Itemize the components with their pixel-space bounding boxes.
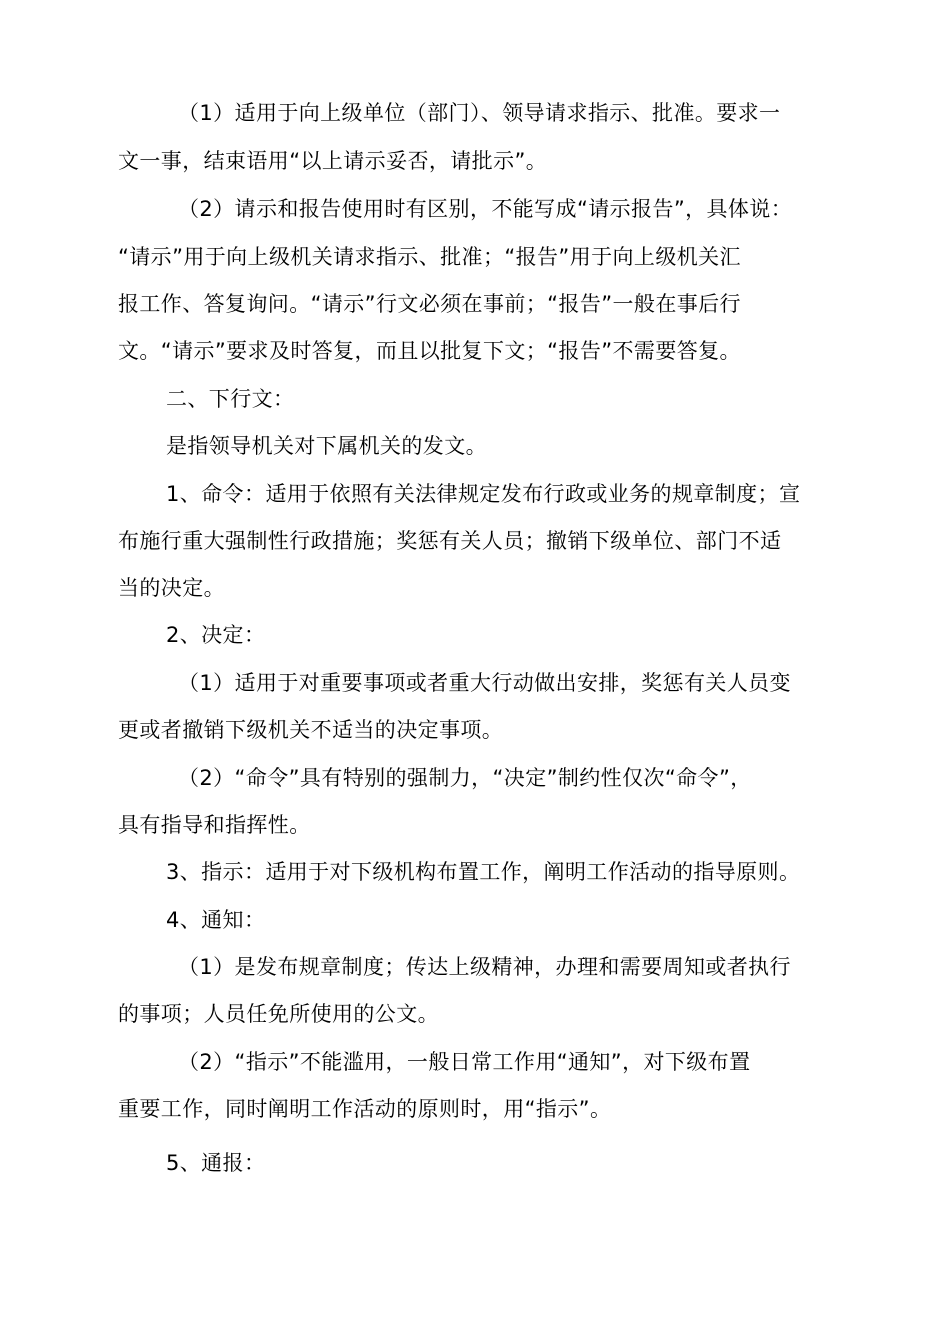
item-heading: 1、命令：适用于依照有关法律规定发布行政或业务的规章制度；宣 [166, 482, 801, 506]
paragraph-line: （1）是发布规章制度；传达上级精神，办理和需要周知或者执行 [178, 955, 791, 979]
paragraph-line: 的事项；人员任免所使用的公文。 [118, 1002, 439, 1026]
paragraph-line: （2）请示和报告使用时有区别，不能写成“请示报告”，具体说： [178, 197, 793, 221]
paragraph-line: 更或者撤销下级机关不适当的决定事项。 [118, 718, 504, 742]
paragraph-line: （1）适用于向上级单位（部门）、领导请求指示、批准。要求一 [178, 101, 781, 125]
paragraph-line: 文。“请示”要求及时答复，而且以批复下文；“报告”不需要答复。 [118, 339, 741, 363]
item-heading: 4、通知： [166, 908, 266, 932]
item-heading: 2、决定： [166, 623, 266, 647]
paragraph-line: 报工作、答复询问。“请示”行文必须在事前；“报告”一般在事后行 [118, 292, 741, 316]
paragraph-line: （2）“命令”具有特别的强制力，“决定”制约性仅次“命令”， [178, 766, 752, 790]
paragraph-line: 是指领导机关对下属机关的发文。 [166, 434, 487, 458]
item-heading: 5、通报： [166, 1151, 266, 1175]
paragraph-line: 文一事，结束语用“以上请示妥否，请批示”。 [118, 149, 548, 173]
paragraph-line: （2）“指示”不能滥用，一般日常工作用“通知”，对下级布置 [178, 1050, 751, 1074]
paragraph-line: 重要工作，同时阐明工作活动的原则时，用“指示”。 [118, 1097, 612, 1121]
paragraph-line: （1）适用于对重要事项或者重大行动做出安排，奖惩有关人员变 [178, 671, 791, 695]
paragraph-line: 具有指导和指挥性。 [118, 813, 311, 837]
section-heading: 二、下行文： [166, 387, 295, 411]
paragraph-line: “请示”用于向上级机关请求指示、批准；“报告”用于向上级机关汇 [118, 245, 741, 269]
item-heading: 3、指示：适用于对下级机构布置工作，阐明工作活动的指导原则。 [166, 860, 801, 884]
paragraph-line: 布施行重大强制性行政措施；奖惩有关人员；撤销下级单位、部门不适 [118, 529, 782, 553]
paragraph-line: 当的决定。 [118, 576, 225, 600]
